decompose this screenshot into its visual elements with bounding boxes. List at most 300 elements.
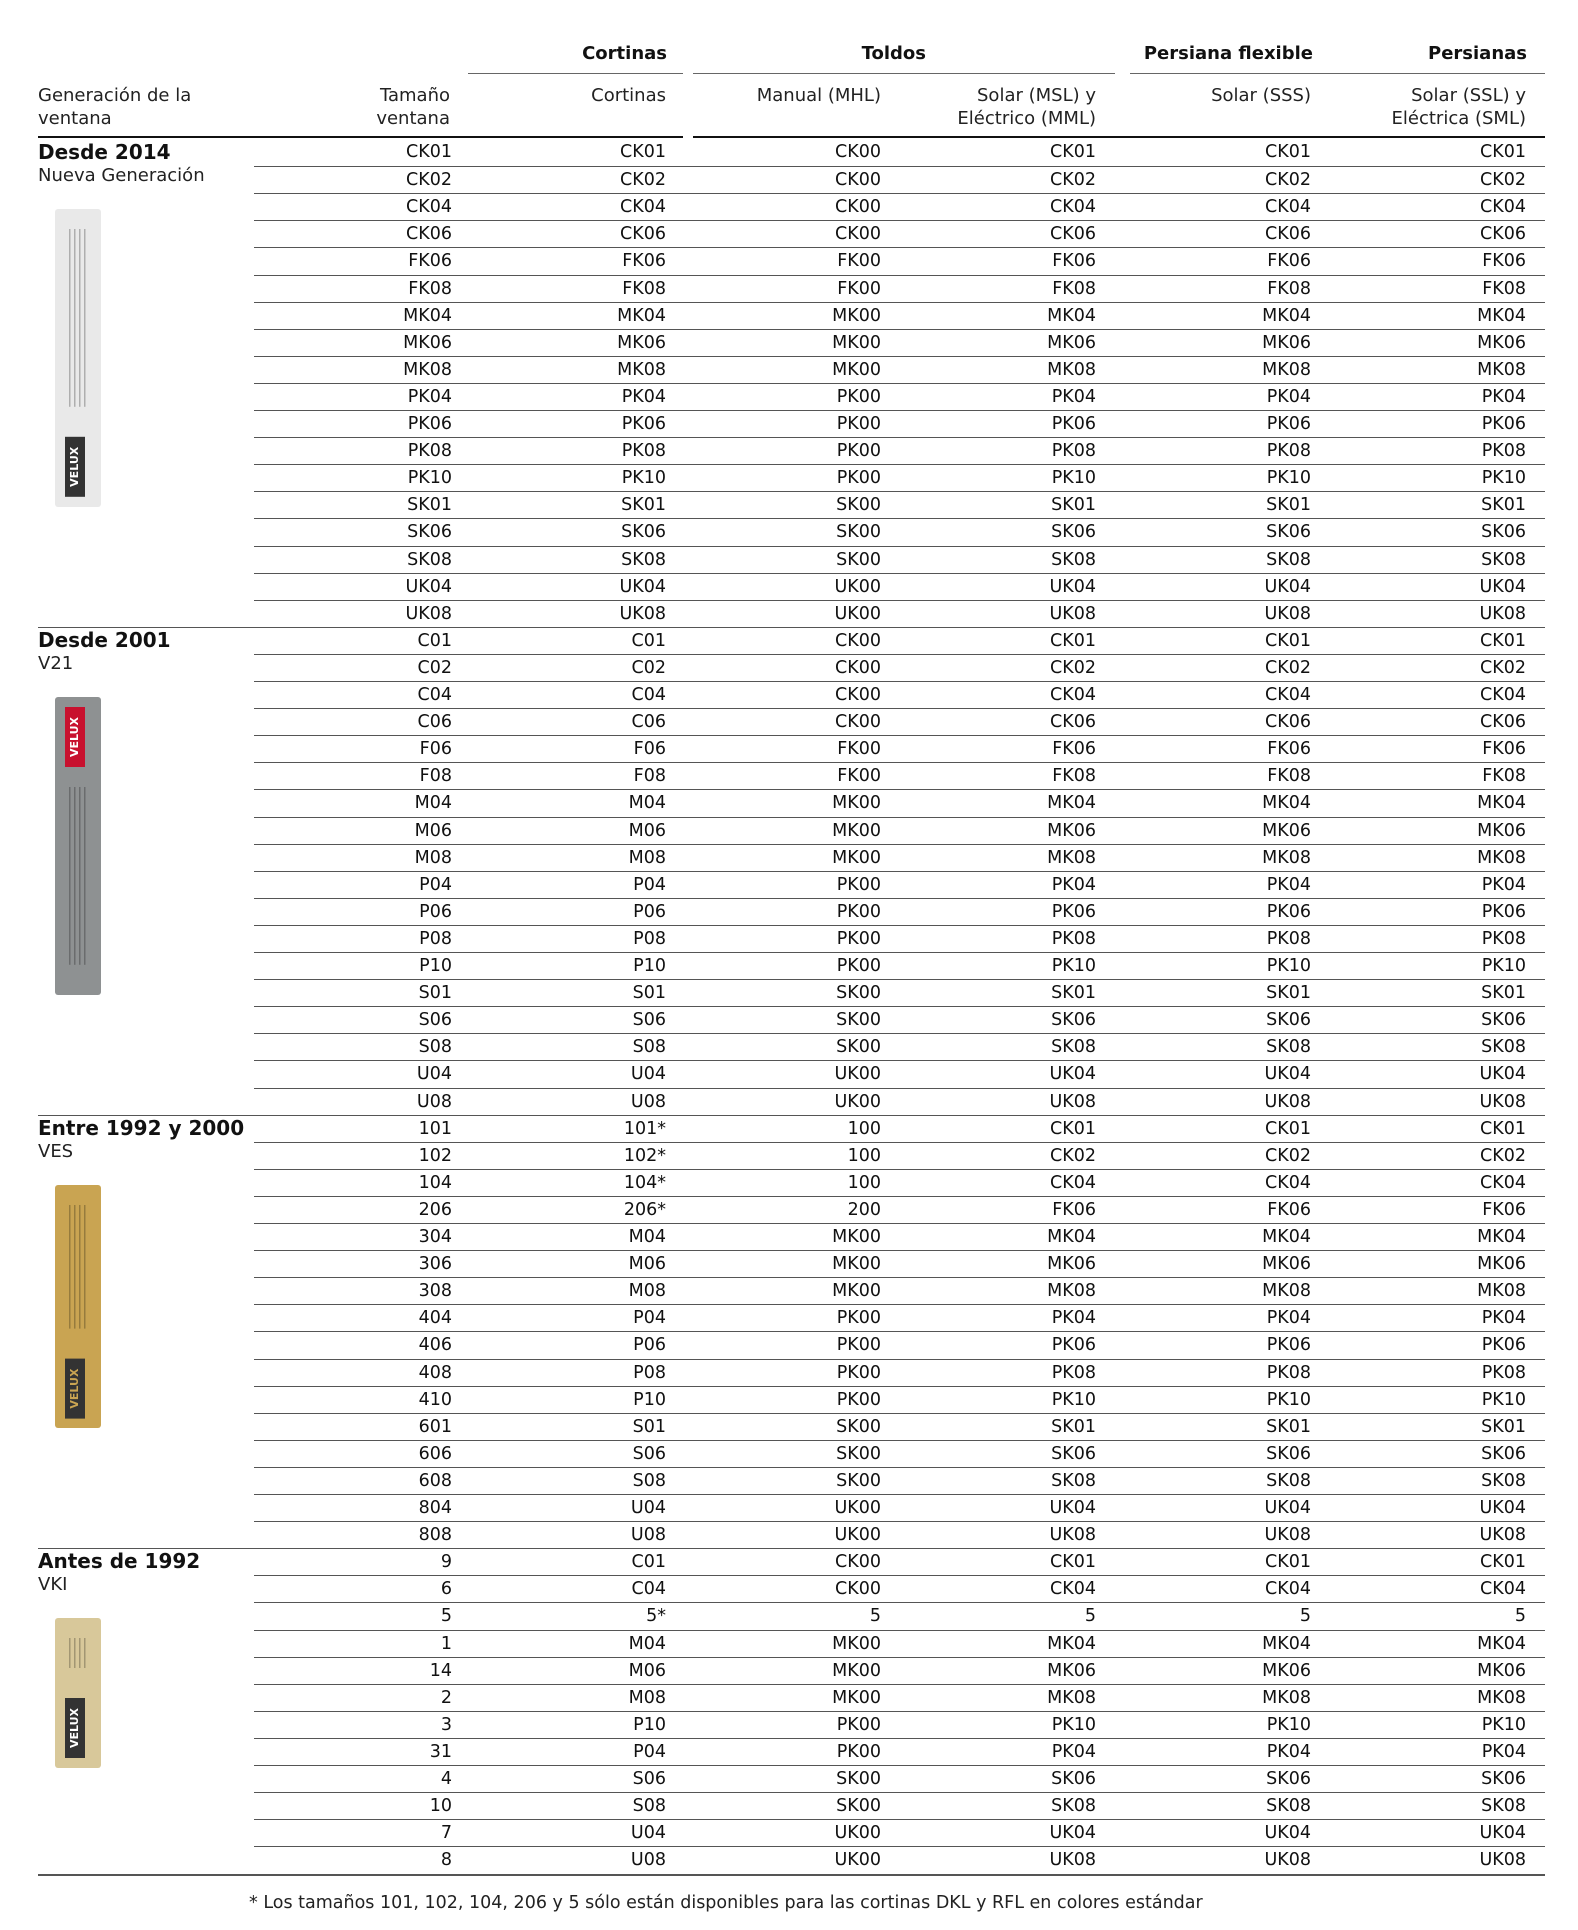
cell-persiana-solar: FK06 [1482,251,1526,272]
table-row [254,789,1545,816]
header-rule-right [693,136,1545,138]
cell-flex-solar: MK08 [1262,847,1311,868]
cell-flex-solar: PK10 [1266,468,1311,489]
cell-toldo-manual: UK00 [834,1823,881,1844]
cell-toldo-manual: SK00 [836,549,881,570]
table-row [254,1657,1545,1684]
cell-persiana-solar: FK06 [1482,739,1526,760]
table-row [254,1440,1545,1467]
cell-toldo-solar: SK08 [1051,1796,1096,1817]
cell-size: F06 [419,739,452,760]
cell-flex-solar: CK02 [1265,657,1311,678]
cell-cortinas: PK06 [621,414,666,434]
table-row [254,464,1545,491]
cell-persiana-solar: UK08 [1479,1850,1526,1871]
cell-cortinas: M04 [628,793,666,814]
cell-size: CK02 [406,170,452,191]
cell-persiana-solar: SK06 [1481,1443,1526,1464]
cell-toldo-solar: CK04 [1050,1172,1096,1193]
cell-cortinas: PK10 [621,468,666,489]
cell-toldo-solar: PK04 [1051,1741,1096,1762]
cell-toldo-manual: MK00 [832,847,881,868]
cell-size: 608 [418,1470,452,1491]
cell-cortinas: U04 [630,1064,666,1085]
cell-toldo-manual: UK00 [834,1064,881,1085]
cell-size: 2 [440,1687,452,1708]
cell-flex-solar: FK08 [1267,766,1311,787]
cell-cortinas: UK04 [619,576,666,597]
group-rule-persianas [1130,73,1545,74]
cell-size: FK08 [408,278,452,299]
cell-toldo-manual: PK00 [836,956,881,976]
cell-toldo-manual: PK00 [836,874,881,895]
cell-flex-solar: UK08 [1264,1850,1311,1871]
table-row [254,1684,1545,1711]
table-row [254,302,1545,329]
cell-toldo-manual: CK00 [835,1552,881,1573]
group-rule-cortinas [468,73,683,74]
table-row [254,329,1545,356]
cell-toldo-manual: UK00 [834,1498,881,1518]
cell-toldo-manual: PK00 [836,441,881,462]
svg-text:VELUX: VELUX [68,716,81,757]
cell-toldo-manual: SK00 [836,1443,881,1464]
cell-cortinas: 101* [623,1118,666,1139]
table-row [254,356,1545,383]
window-label-plate-image [55,209,101,507]
cell-flex-solar: MK08 [1262,1687,1311,1708]
cell-flex-solar: SK08 [1266,549,1311,570]
cell-toldo-manual: PK00 [836,414,881,434]
section-subtitle: VKI [38,1574,68,1596]
section-title: Entre 1992 y 2000 [38,1115,245,1140]
table-row [254,898,1545,925]
cell-flex-solar: UK08 [1264,1091,1311,1112]
group-rule-toldos [693,73,1115,74]
table-row [254,166,1545,193]
cell-cortinas: M04 [628,1633,666,1654]
cell-toldo-manual: FK00 [837,766,881,787]
cell-persiana-solar: PK10 [1481,1714,1526,1735]
cell-flex-solar: PK10 [1266,1714,1311,1735]
cell-persiana-solar: SK08 [1481,1796,1526,1817]
cell-persiana-solar: SK08 [1481,1470,1526,1491]
cell-flex-solar: UK04 [1264,1823,1311,1844]
table-row [254,979,1545,1006]
cell-size: PK08 [407,441,452,462]
cell-size: C02 [417,657,452,678]
table-bottom-rule [38,1874,1545,1876]
cell-size: M04 [414,793,452,814]
cell-persiana-solar: FK06 [1482,1199,1526,1220]
cell-cortinas: S06 [632,1443,666,1464]
cell-size: 31 [429,1741,452,1762]
cell-persiana-solar: UK04 [1479,1498,1526,1518]
cell-flex-solar: SK01 [1266,1416,1311,1437]
cell-size: P04 [419,874,452,895]
cell-flex-solar: UK04 [1264,1064,1311,1085]
cell-toldo-manual: CK00 [835,170,881,191]
col-header-generation: Generación de la ventana [38,85,192,129]
cell-flex-solar: PK10 [1266,1389,1311,1410]
cell-cortinas: U08 [630,1850,666,1871]
cell-cortinas: P08 [633,928,666,949]
table-row [254,546,1545,573]
cell-persiana-solar: CK04 [1480,685,1526,705]
cell-toldo-manual: SK00 [836,1769,881,1789]
cell-size: C04 [417,685,452,705]
cell-persiana-solar: SK01 [1481,983,1526,1004]
cell-toldo-solar: MK08 [1047,847,1096,868]
cell-flex-solar: MK04 [1262,1227,1311,1247]
table-row [254,1738,1545,1765]
cell-flex-solar: PK04 [1266,1308,1311,1329]
cell-flex-solar: MK04 [1262,305,1311,326]
table-row [254,1765,1545,1792]
cell-size: 10 [429,1796,452,1817]
cell-toldo-manual: 5 [869,1606,881,1627]
cell-cortinas: FK06 [622,251,666,272]
cell-cortinas: S08 [632,1796,666,1817]
cell-cortinas: 102* [623,1145,666,1166]
table-row [254,1359,1545,1386]
cell-toldo-solar: MK08 [1047,1687,1096,1708]
cell-toldo-solar: CK02 [1050,170,1096,191]
cell-persiana-solar: MK04 [1477,305,1526,326]
cell-toldo-solar: SK06 [1051,1443,1096,1464]
cell-flex-solar: CK02 [1265,1145,1311,1166]
cell-toldo-manual: MK00 [832,305,881,326]
cell-flex-solar: CK01 [1265,630,1311,651]
table-row [254,1331,1545,1358]
cell-toldo-solar: SK06 [1051,522,1096,543]
cell-toldo-solar: UK08 [1049,1091,1096,1112]
cell-cortinas: C04 [631,685,666,705]
cell-flex-solar: SK06 [1266,1769,1311,1789]
table-row [254,1413,1545,1440]
cell-toldo-solar: MK04 [1047,1227,1096,1247]
table-row [254,708,1545,735]
cell-size: 304 [418,1227,452,1247]
cell-flex-solar: MK06 [1262,820,1311,841]
cell-toldo-manual: 200 [847,1199,881,1220]
cell-persiana-solar: PK04 [1481,1308,1526,1329]
cell-cortinas: P10 [633,1389,666,1410]
cell-persiana-solar: MK08 [1477,1687,1526,1708]
cell-toldo-manual: SK00 [836,1010,881,1031]
cell-toldo-solar: CK01 [1050,142,1096,162]
cell-toldo-solar: PK06 [1051,1335,1096,1356]
cell-flex-solar: SK08 [1266,1037,1311,1058]
cell-toldo-manual: MK00 [832,1660,881,1681]
cell-size: 408 [418,1362,452,1383]
cell-persiana-solar: MK08 [1477,847,1526,868]
cell-persiana-solar: MK08 [1477,1281,1526,1302]
cell-cortinas: P04 [633,874,666,895]
cell-toldo-solar: SK08 [1051,549,1096,570]
cell-size: P06 [419,901,452,922]
cell-persiana-solar: PK08 [1481,1362,1526,1383]
cell-persiana-solar: UK08 [1479,603,1526,624]
cell-toldo-solar: PK04 [1051,1308,1096,1329]
cell-persiana-solar: UK04 [1479,576,1526,597]
group-header-persiana-flexible: Persiana flexible [1143,43,1313,64]
cell-size: 404 [418,1308,452,1329]
cell-cortinas: U08 [630,1091,666,1112]
table-row [254,1602,1545,1629]
cell-toldo-solar: UK04 [1049,1823,1096,1844]
cell-flex-solar: CK01 [1265,142,1311,162]
cell-cortinas: P10 [633,1714,666,1735]
cell-size: S08 [418,1037,452,1058]
section-title: Desde 2014 [38,140,171,164]
table-row [38,627,1545,654]
table-row [254,1630,1545,1657]
cell-persiana-solar: UK08 [1479,1525,1526,1546]
cell-toldo-solar: PK06 [1051,414,1096,434]
cell-flex-solar: CK04 [1265,1172,1311,1193]
cell-toldo-solar: SK06 [1051,1010,1096,1031]
table-row [254,1033,1545,1060]
cell-persiana-solar: SK08 [1481,549,1526,570]
cell-size: CK04 [406,197,452,218]
cell-persiana-solar: UK04 [1479,1064,1526,1085]
cell-toldo-solar: UK04 [1049,1064,1096,1085]
cell-size: 206 [418,1199,452,1220]
cell-cortinas: U04 [630,1823,666,1844]
cell-flex-solar: PK10 [1266,956,1311,976]
table-row [254,383,1545,410]
cell-persiana-solar: MK04 [1477,1227,1526,1247]
section-subtitle: VES [38,1140,74,1162]
table-row [254,735,1545,762]
cell-cortinas: S06 [632,1769,666,1789]
cell-flex-solar: SK06 [1266,522,1311,543]
cell-toldo-solar: SK01 [1051,1416,1096,1437]
cell-size: 410 [418,1389,452,1410]
cell-flex-solar: PK08 [1266,441,1311,462]
cell-toldo-solar: SK01 [1051,495,1096,516]
table-row [38,1548,1545,1575]
cell-size: 406 [418,1335,452,1356]
cell-size: CK06 [406,224,452,245]
cell-toldo-manual: SK00 [836,1416,881,1437]
cell-size: MK04 [403,305,452,326]
cell-persiana-solar: CK02 [1480,657,1526,678]
cell-size: C01 [417,630,452,651]
cell-size: 3 [440,1714,452,1735]
cell-persiana-solar: MK04 [1477,1633,1526,1654]
cell-cortinas: M08 [628,1687,666,1708]
cell-toldo-solar: FK06 [1052,739,1096,760]
table-row [254,1819,1545,1846]
cell-toldo-solar: CK04 [1050,1579,1096,1600]
cell-toldo-manual: PK00 [836,1389,881,1410]
cell-persiana-solar: CK04 [1480,197,1526,218]
cell-persiana-solar: PK06 [1481,1335,1526,1356]
cell-persiana-solar: MK04 [1477,793,1526,814]
cell-flex-solar: FK08 [1267,278,1311,299]
cell-cortinas: MK06 [617,332,666,353]
section-subtitle: V21 [38,652,74,674]
footnote: * Los tamaños 101, 102, 104, 206 y 5 sólo están disponibles para las cortinas DKL y RFL en colores estándar [249,1893,1203,1914]
cell-cortinas: 206* [623,1199,666,1220]
cell-toldo-manual: MK00 [832,332,881,353]
cell-persiana-solar: FK08 [1482,278,1526,299]
cell-persiana-solar: CK01 [1480,630,1526,651]
cell-toldo-solar: FK08 [1052,766,1096,787]
cell-toldo-manual: PK00 [836,386,881,407]
cell-flex-solar: CK01 [1265,1552,1311,1573]
cell-persiana-solar: SK01 [1481,1416,1526,1437]
cell-size: 4 [440,1769,452,1789]
velux-logo-icon [55,209,101,507]
cell-toldo-manual: UK00 [834,1850,881,1871]
cell-persiana-solar: CK04 [1480,1172,1526,1193]
cell-toldo-solar: CK04 [1050,197,1096,218]
group-header-cortinas: Cortinas [582,43,667,64]
cell-cortinas: P04 [633,1308,666,1329]
cell-toldo-manual: CK00 [835,197,881,218]
cell-toldo-manual: 100 [847,1145,881,1166]
cell-cortinas: CK06 [620,224,666,245]
cell-size: 14 [429,1660,452,1681]
cell-toldo-manual: MK00 [832,793,881,814]
cell-flex-solar: MK08 [1262,359,1311,380]
cell-cortinas: M06 [628,820,666,841]
cell-persiana-solar: MK08 [1477,359,1526,380]
cell-toldo-solar: CK01 [1050,1118,1096,1139]
cell-size: PK04 [407,386,452,407]
cell-persiana-solar: CK06 [1480,712,1526,733]
cell-flex-solar: SK01 [1266,495,1311,516]
cell-toldo-manual: CK00 [835,712,881,733]
table-row [254,220,1545,247]
cell-toldo-solar: MK06 [1047,332,1096,353]
cell-toldo-manual: 100 [847,1172,881,1193]
cell-persiana-solar: CK01 [1480,1118,1526,1139]
cell-toldo-solar: SK08 [1051,1037,1096,1058]
cell-size: UK08 [405,603,452,624]
table-row [254,1575,1545,1602]
cell-toldo-manual: PK00 [836,1741,881,1762]
svg-text:VELUX: VELUX [68,1368,81,1409]
cell-persiana-solar: CK02 [1480,1145,1526,1166]
cell-flex-solar: PK04 [1266,874,1311,895]
cell-toldo-manual: PK00 [836,901,881,922]
cell-toldo-solar: CK01 [1050,1552,1096,1573]
table-row [254,1142,1545,1169]
cell-flex-solar: FK06 [1267,1199,1311,1220]
cell-flex-solar: MK04 [1262,1633,1311,1654]
cell-cortinas: 5* [646,1606,666,1627]
cell-size: 101 [418,1118,452,1139]
cell-toldo-manual: FK00 [837,251,881,272]
cell-toldo-manual: SK00 [836,522,881,543]
cell-persiana-solar: FK08 [1482,766,1526,787]
cell-cortinas: U04 [630,1498,666,1518]
cell-toldo-solar: PK08 [1051,928,1096,949]
table-row [254,681,1545,708]
cell-toldo-solar: UK08 [1049,1525,1096,1546]
window-label-plate-image [55,1185,101,1429]
table-row [254,1250,1545,1277]
cell-toldo-solar: PK10 [1051,468,1096,489]
cell-cortinas: C04 [631,1579,666,1600]
cell-flex-solar: MK04 [1262,793,1311,814]
velux-logo-icon [55,1185,101,1429]
cell-persiana-solar: CK02 [1480,170,1526,191]
cell-size: FK06 [408,251,452,272]
cell-persiana-solar: PK04 [1481,874,1526,895]
cell-size: 306 [418,1254,452,1275]
cell-toldo-solar: MK06 [1047,1660,1096,1681]
cell-flex-solar: PK04 [1266,386,1311,407]
cell-flex-solar: MK06 [1262,1254,1311,1275]
cell-persiana-solar: PK10 [1481,468,1526,489]
cell-flex-solar: SK08 [1266,1470,1311,1491]
table-row [254,871,1545,898]
cell-size: 8 [440,1850,452,1871]
table-row [254,1006,1545,1033]
table-row [254,817,1545,844]
table-row [254,844,1545,871]
cell-persiana-solar: PK04 [1481,386,1526,407]
cell-toldo-solar: UK04 [1049,1498,1096,1518]
cell-cortinas: MK04 [617,305,666,326]
table-row [254,1169,1545,1196]
cell-size: P10 [419,956,452,976]
cell-toldo-solar: 5 [1084,1606,1096,1627]
cell-persiana-solar: PK04 [1481,1741,1526,1762]
cell-size: 6 [440,1579,452,1600]
cell-toldo-manual: PK00 [836,468,881,489]
cell-size: 606 [418,1443,452,1464]
cell-toldo-solar: PK08 [1051,441,1096,462]
cell-toldo-solar: FK08 [1052,278,1096,299]
cell-cortinas: S08 [632,1037,666,1058]
table-row [254,925,1545,952]
cell-cortinas: P06 [633,1335,666,1356]
table-row [254,518,1545,545]
cell-cortinas: SK06 [621,522,666,543]
cell-cortinas: CK04 [620,197,666,218]
cell-flex-solar: UK04 [1264,1498,1311,1518]
cell-flex-solar: CK06 [1265,712,1311,733]
table-row [254,1304,1545,1331]
cell-size: C06 [417,712,452,733]
cell-toldo-manual: SK00 [836,1037,881,1058]
cell-persiana-solar: PK06 [1481,901,1526,922]
col-header-cortinas: Cortinas [591,85,666,106]
cell-toldo-solar: FK06 [1052,251,1096,272]
table-row [254,1088,1545,1115]
svg-text:VELUX: VELUX [68,1708,81,1749]
cell-toldo-solar: SK08 [1051,1470,1096,1491]
table-row [254,1277,1545,1304]
cell-toldo-manual: MK00 [832,1254,881,1275]
table-row [254,1196,1545,1223]
cell-cortinas: C01 [631,1552,666,1573]
cell-toldo-solar: CK04 [1050,685,1096,705]
cell-persiana-solar: SK06 [1481,1769,1526,1789]
cell-toldo-solar: UK04 [1049,576,1096,597]
cell-persiana-solar: MK06 [1477,1254,1526,1275]
cell-flex-solar: PK04 [1266,1741,1311,1762]
cell-size: S01 [418,983,452,1004]
cell-size: MK08 [403,359,452,380]
cell-cortinas: M08 [628,847,666,868]
